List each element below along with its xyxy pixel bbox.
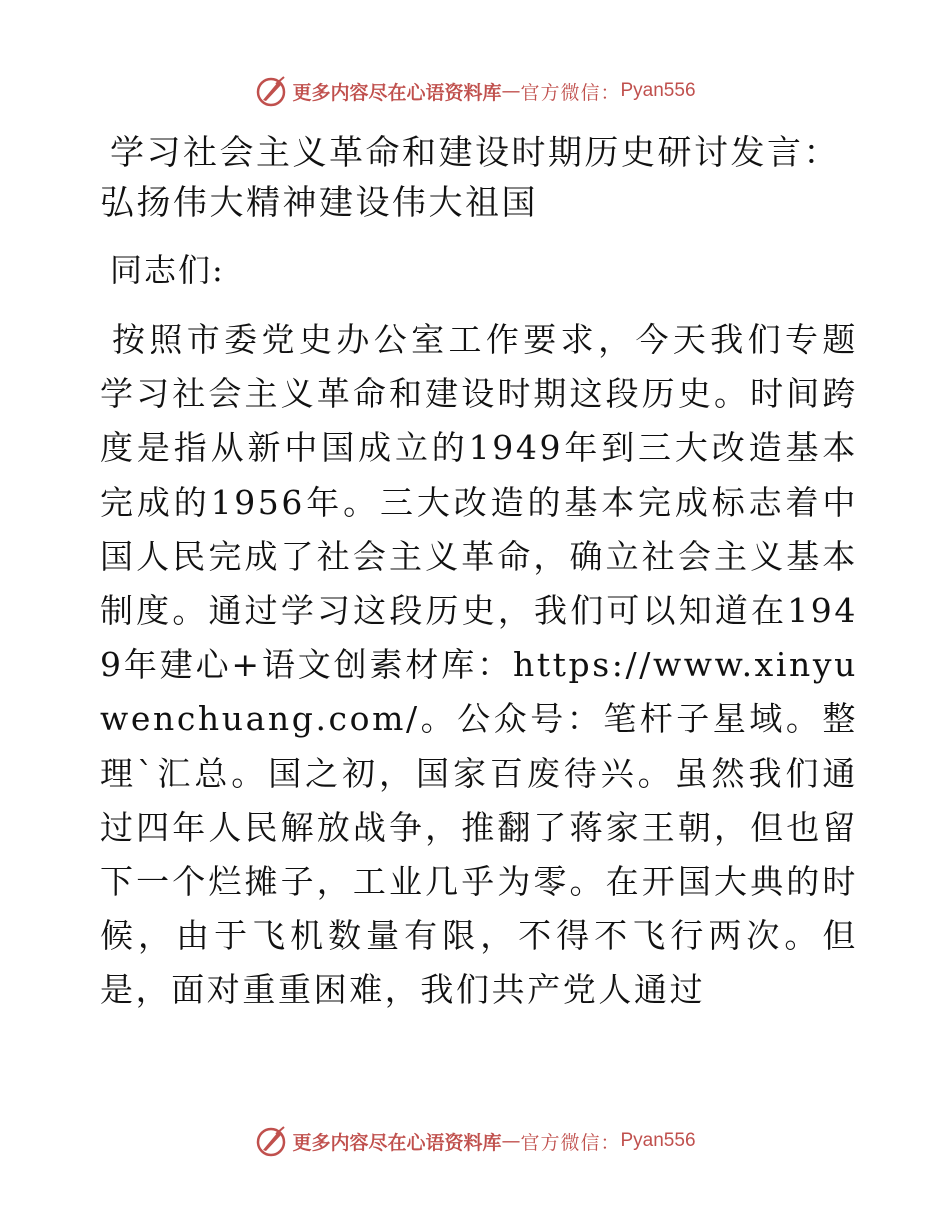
- header-watermark-banner: [0, 71, 950, 111]
- quill-seal-logo-icon: [254, 74, 288, 108]
- footer-watermark-banner: [0, 1121, 950, 1161]
- document-title: 学习社会主义革命和建设时期历史研讨发言：弘扬伟大精神建设伟大祖国: [100, 133, 840, 223]
- header-dash: —: [501, 80, 521, 102]
- body-paragraph: 按照市委党史办公室工作要求，今天我们专题学习社会主义革命和建设时期这段历史。时间跨度是指从新中国成立的1949年到三大改造基本完成的1956年。三大改造的基本完成标志着中国人民完成了社会主义革命，确立社会主义基本制度。通过学习这段历史，我们可以知道在1949年建心+语文创素材库：https://www.xinyuwenchuang.com/。公众号：笔杆子星域。整理`汇总。国之初，国家百废待兴。虽然我们通过四年人民解放战争，推翻了蒋家王朝，但也留下一个烂摊子，工业几乎为零。在开国大典的时候，由于飞机数量有限，不得不飞行两次。但是，面对重重困难，我们共产党人通过: [100, 320, 858, 1010]
- salutation: 同志们:: [110, 251, 225, 289]
- footer-wechat-label: 官方微信：: [520, 1131, 621, 1154]
- header-wechat-id: Pyan556: [620, 80, 696, 101]
- footer-site-text: 更多内容尽在心语资料库: [292, 1131, 502, 1154]
- quill-seal-logo-icon: [254, 1124, 288, 1158]
- footer-dash: —: [501, 1130, 521, 1152]
- footer-wechat-id: Pyan556: [620, 1130, 696, 1151]
- header-wechat-label: 官方微信：: [520, 81, 621, 104]
- document-content: [100, 128, 858, 1018]
- header-site-text: 更多内容尽在心语资料库: [292, 81, 502, 104]
